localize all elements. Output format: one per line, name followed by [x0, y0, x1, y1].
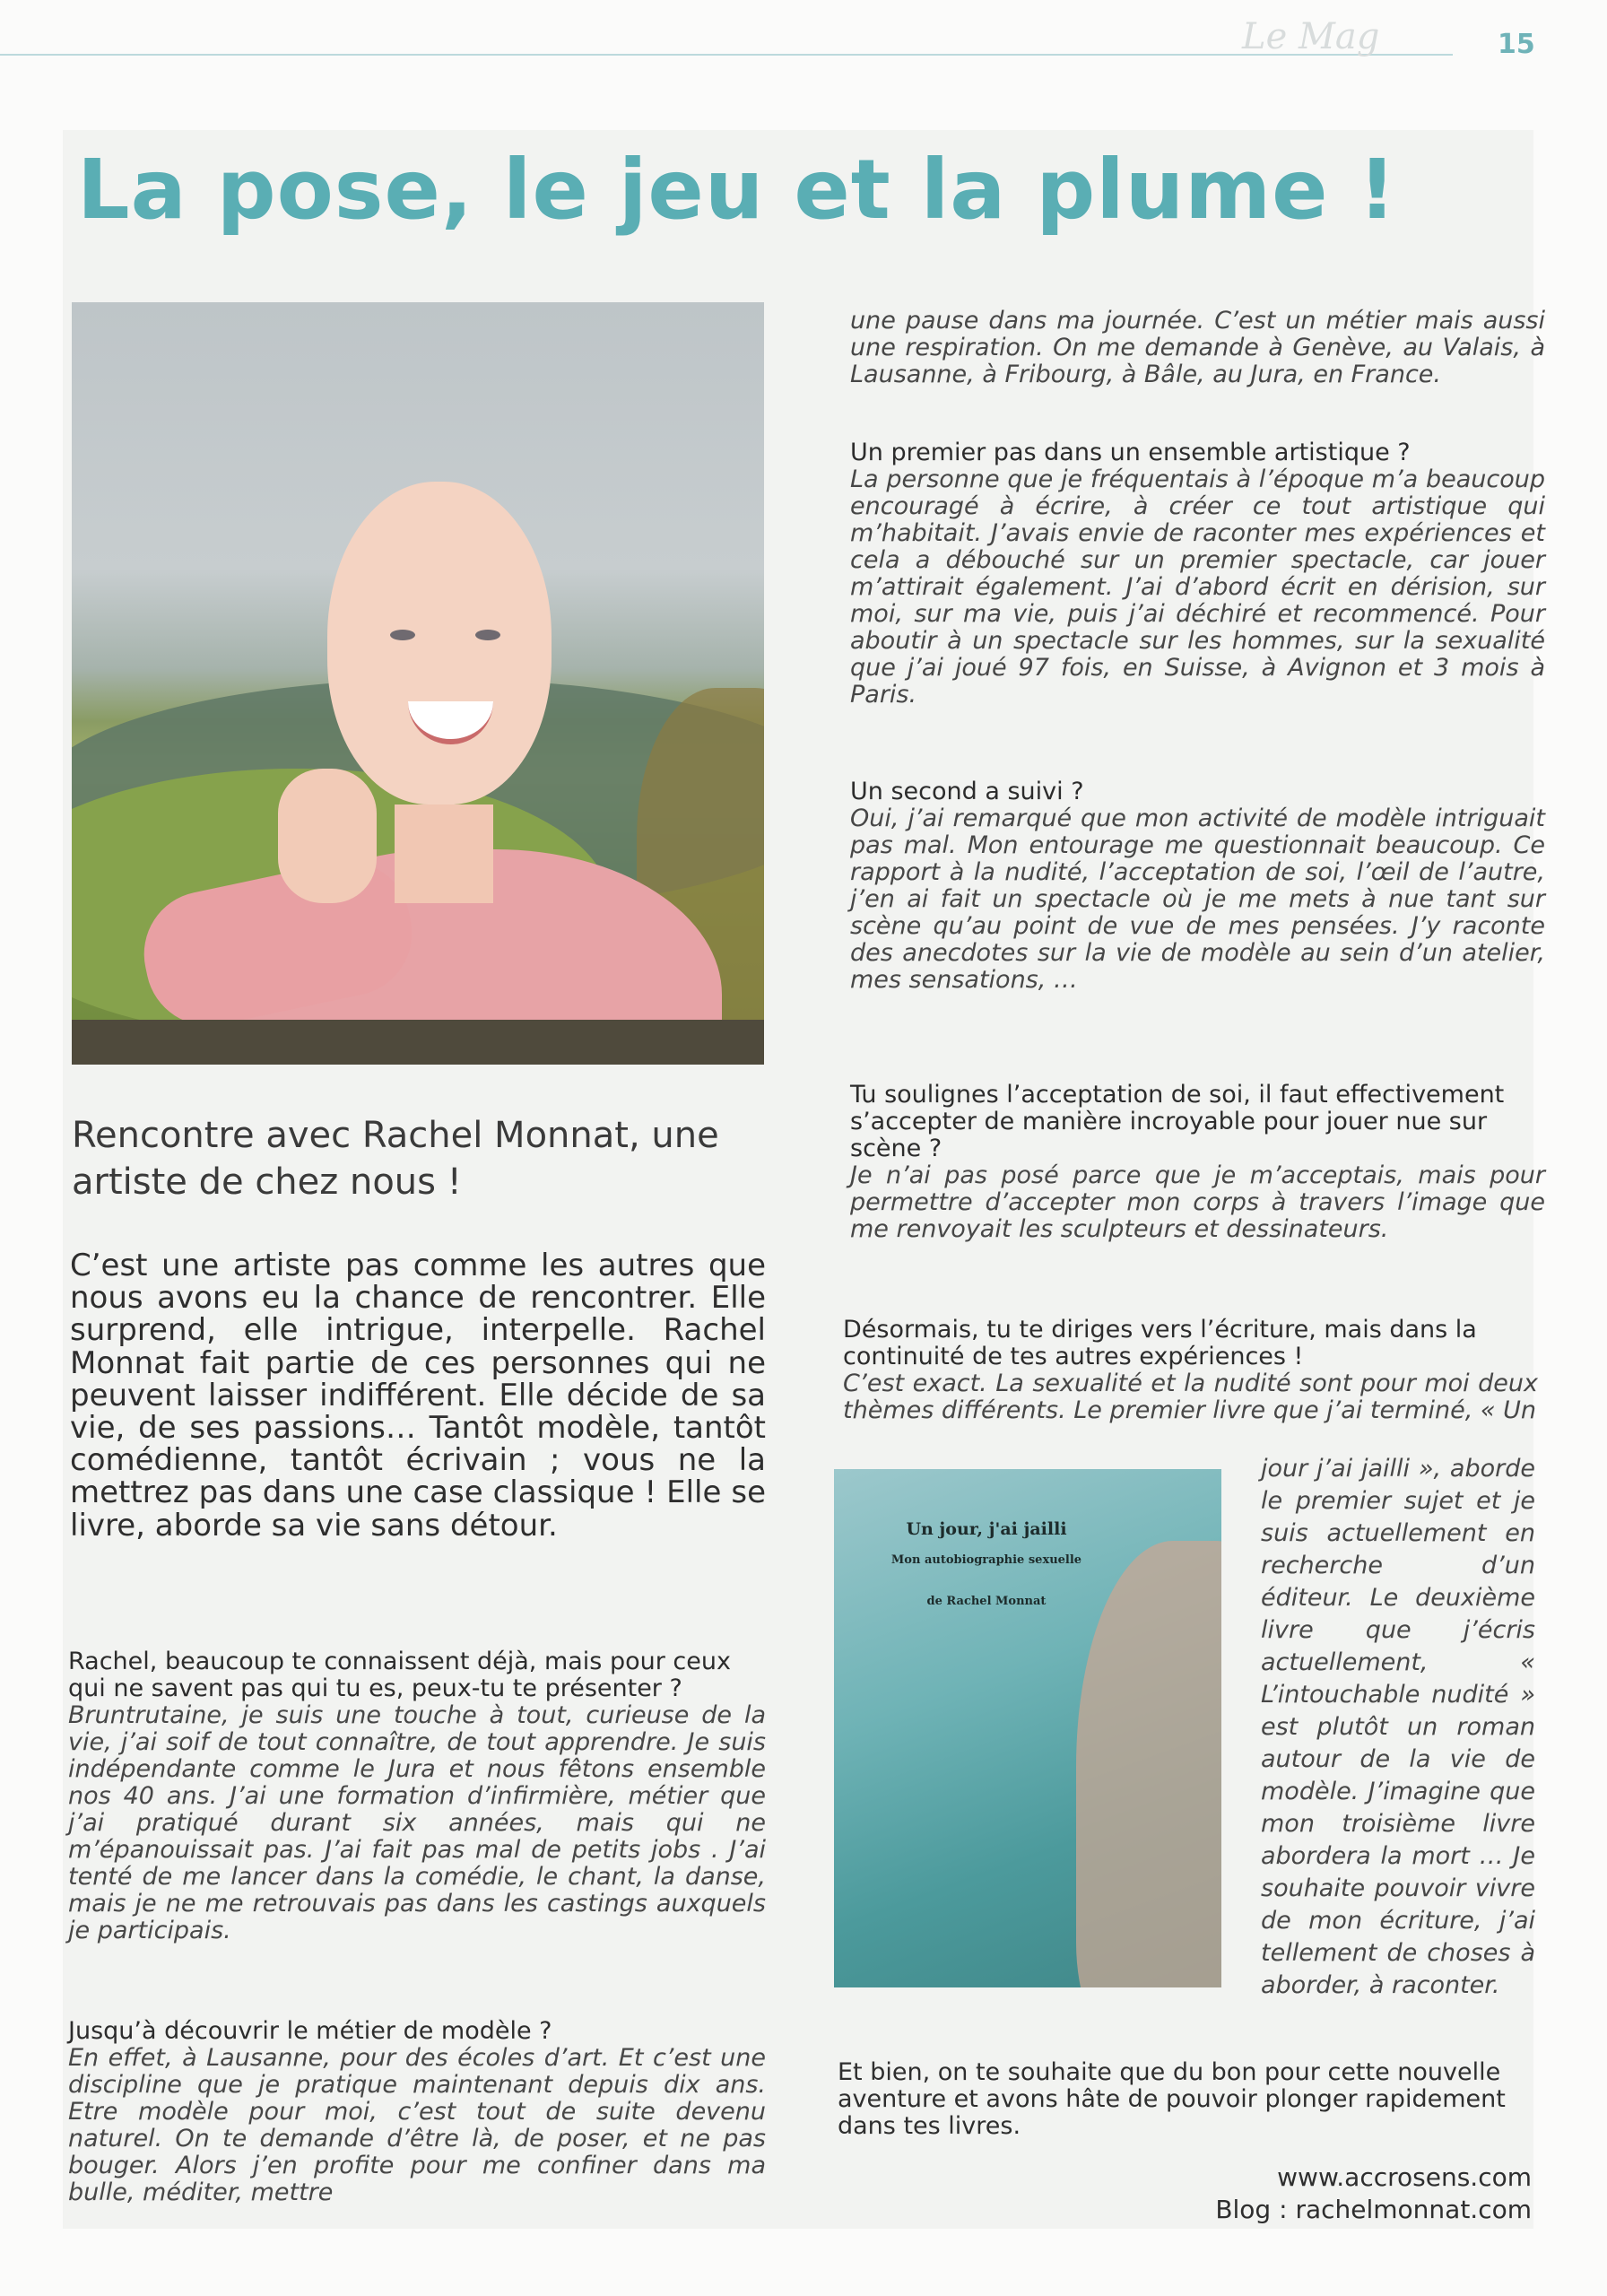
answer-continuation — [850, 308, 1545, 388]
article-title: La pose, le jeu et la plume ! — [77, 142, 1397, 238]
closing-paragraph: Et bien, on te souhaite que du bon pour cette nouvelle aventure et avons hâte de pouvoir plonger rapidement dans tes livres. — [838, 2058, 1506, 2140]
book-cover-image — [834, 1469, 1221, 1987]
answer: Bruntrutaine, je suis une touche à tout, curieuse de la vie, j’ai soif de tout connaître, de tout apprendre. Je suis indépendante comme le Jura et nous fêtons ensemble nos 40 ans. J’ai une formation d’infirmière, métier que j’ai pratiqué durant six années, mais qui ne m’épanouissait pas. J’ai fait pas mal de petits jobs . J’ai tenté de me lancer dans la comédie, le chant, la danse, mais je ne me retrouvais pas dans les castings auxquels je participais. — [68, 1701, 766, 1944]
article-intro: C’est une artiste pas comme les autres que nous avons eu la chance de rencontrer. Elle surprend, elle intrigue, interpelle. Rachel Monnat fait partie de ces personnes qui ne peuvent laisser indifférent. Elle décide de sa vie, de ses passions… Tantôt modèle, tantôt comédienne, tantôt écrivain ; vous ne la mettrez pas dans une case classique ! Elle se livre, aborde sa vie sans détour. — [70, 1248, 766, 1544]
answer: Je n’ai pas posé parce que je m’acceptais, mais pour permettre d’accepter mon corps à travers l’image que me renvoyait les sculpteurs et dessinateurs. — [850, 1161, 1545, 1243]
question: Tu soulignes l’acceptation de soi, il faut effectivement s’accepter de manière incroyable pour jouer nue sur scène ? — [850, 1081, 1505, 1162]
portrait-photo — [72, 302, 764, 1065]
qa-block-ecriture — [843, 1317, 1538, 1424]
answer-wrap-text — [1261, 1453, 1535, 2002]
qa-block-presentation — [68, 1648, 766, 1944]
website-link[interactable]: www.accrosens.com — [1277, 2162, 1532, 2192]
question: Désormais, tu te diriges vers l’écriture, mais dans la continuité de tes autres expériences ! — [843, 1316, 1477, 1370]
page-number: 15 — [1498, 29, 1535, 60]
book-title: Un jour, j'ai jailli — [906, 1519, 1067, 1539]
answer: Oui, j’ai remarqué que mon activité de modèle intriguait pas mal. Mon entourage me questionnait beaucoup. Ce rapport à la nudité, l’acceptation de soi, l’œil de l’autre, j’en ai fait un spectacle où je me mets à nue tant sur scène qu’au point de vue de mes pensées. J’y raconte des anecdotes sur la vie de modèle au sein d’un atelier, mes sensations, … — [850, 804, 1545, 994]
answer: jour j’ai jailli », aborde le premier sujet et je suis actuellement en recherche d’un éditeur. Le deuxième livre que j’écris actuellement, « L’intouchable nudité » est plutôt un roman autour de la vie de modèle. J’imagine que mon troisième livre abordera la mort … Je souhaite pouvoir vivre de mon écriture, j’ai tellement de choses à aborder, à raconter. — [1261, 1455, 1535, 1999]
question: Rachel, beaucoup te connaissent déjà, mais pour ceux qui ne savent pas qui tu es, peux-tu te présenter ? — [68, 1648, 731, 1702]
answer: une pause dans ma journée. C’est un métier mais aussi une respiration. On me demande à Genève, au Valais, à Lausanne, à Fribourg, à Bâle, au Jura, en France. — [850, 307, 1545, 388]
article-subtitle: Rencontre avec Rachel Monnat, une artiste de chez nous ! — [72, 1115, 719, 1203]
question: Jusqu’à découvrir le métier de modèle ? — [68, 2017, 552, 2045]
qa-block-modele — [68, 2018, 766, 2206]
qa-block-premier-pas — [850, 439, 1545, 709]
masthead: Le Mag — [1242, 16, 1380, 57]
book-subtitle: Mon autobiographie sexuelle — [890, 1553, 1082, 1567]
header-rule — [0, 54, 1453, 56]
book-author: de Rachel Monnat — [926, 1595, 1047, 1608]
blog-link[interactable]: Blog : rachelmonnat.com — [1215, 2195, 1532, 2224]
answer: C’est exact. La sexualité et la nudité sont pour moi deux thèmes différents. Le premier livre que j’ai terminé, « Un — [843, 1370, 1538, 1424]
question: Un premier pas dans un ensemble artistique ? — [850, 439, 1411, 466]
qa-block-second — [850, 778, 1545, 994]
answer: En effet, à Lausanne, pour des écoles d’art. Et c’est une discipline que je pratique maintenant depuis dix ans. Etre modèle pour moi, c’est tout de suite devenu naturel. On te demande d’être là, de poser, et ne pas bouger. Alors j’en profite pour me confiner dans ma bulle, méditer, mettre — [68, 2044, 766, 2206]
qa-block-acceptation — [850, 1082, 1545, 1243]
answer: La personne que je fréquentais à l’époque m’a beaucoup encouragé à écrire, à créer ce tout artistique qui m’habitait. J’avais envie de raconter mes expériences et cela a débouché sur un premier spectacle, car jouer m’attirait également. J’ai d’abord écrit en dérision, sur moi, sur ma vie, puis j’ai déchiré et recommencé. Pour aboutir à un spectacle sur les hommes, sur la sexualité que j’ai joué 97 fois, en Suisse, à Avignon et 3 mois à Paris. — [850, 465, 1545, 709]
question: Un second a suivi ? — [850, 778, 1084, 805]
